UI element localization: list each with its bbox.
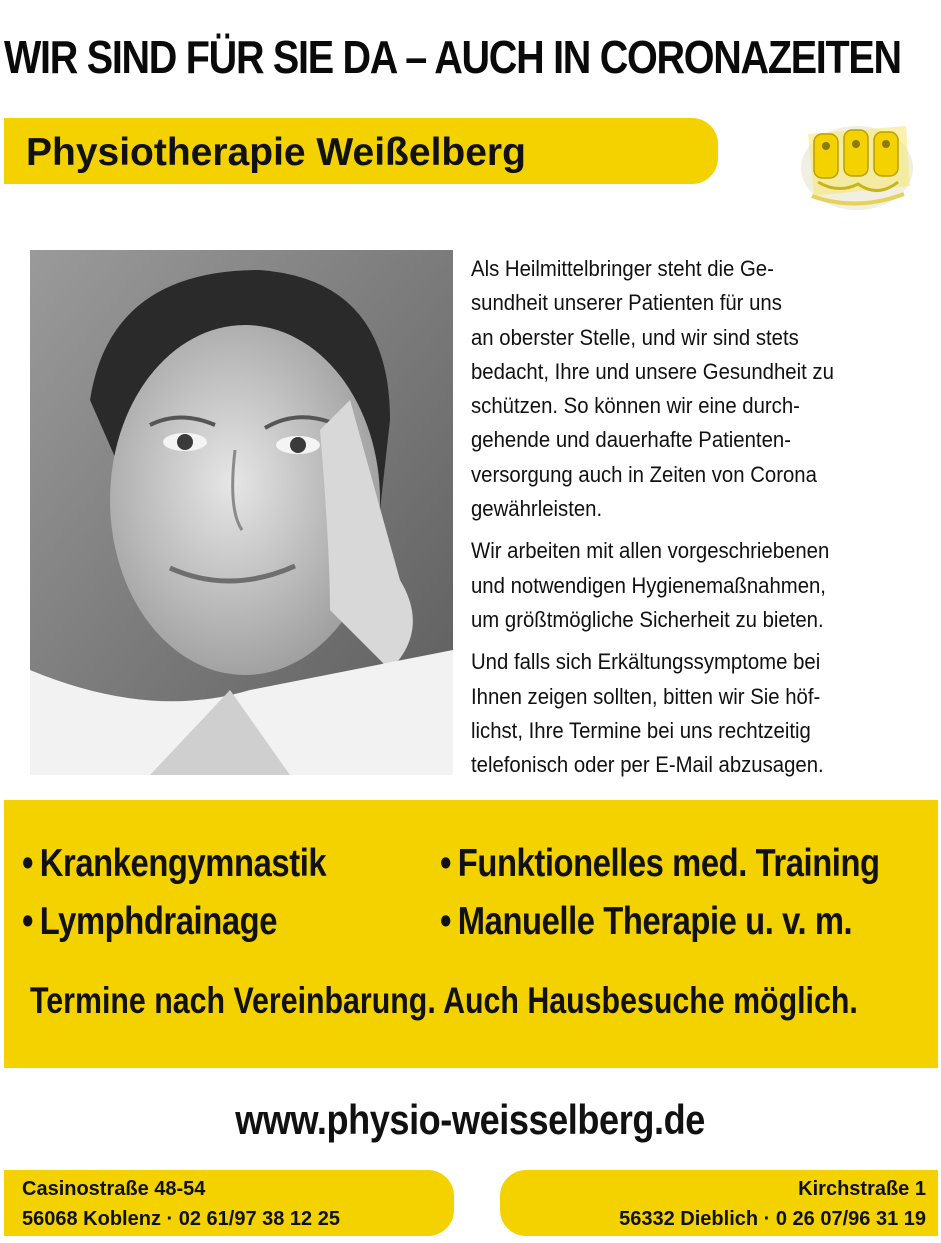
address-city-phone: 56068 Koblenz · 02 61/97 38 12 25 [22,1208,340,1230]
practice-title: Physiotherapie Weißelberg [26,131,526,174]
woman-portrait-photo [30,250,453,775]
service-item: • Manuelle Therapie u. v. m. [440,900,853,943]
address-street: Kirchstraße 1 [798,1178,926,1200]
service-item: • Krankengymnastik [22,842,327,885]
title-banner [4,118,718,184]
hands-logo-icon [798,112,916,214]
address-street: Casinostraße 48-54 [22,1178,206,1200]
paragraph-1: Als Heilmittelbringer steht die Ge- sundheit unserer Patienten für uns an oberster Stelle, und wir sind stets bedacht, Ihre und unsere Gesundheit zu schützen. So können wir eine durch- gehende und dauerhafte Patienten- versorgung auch in Zeiten von Corona gewährleisten. [471,256,834,522]
body-text [471,252,876,790]
headline: WIR SIND FÜR SIE DA – AUCH IN CORONAZEITEN [4,31,901,83]
service-item: • Lymphdrainage [22,900,278,943]
paragraph-2: Wir arbeiten mit allen vorgeschriebenen und notwendigen Hygienemaßnahmen, um größtmögliche Sicherheit zu bieten. [471,538,830,632]
address-koblenz [4,1170,454,1236]
services-box [4,800,938,1068]
address-city-phone: 56332 Dieblich · 0 26 07/96 31 19 [619,1208,926,1230]
paragraph-3: Und falls sich Erkältungssymptome bei Ihnen zeigen sollten, bitten wir Sie höf- lichst, Ihre Termine bei uns rechtzeitig telefonisch oder per E-Mail abzusagen. [471,649,824,778]
website-link[interactable]: www.physio-weisselberg.de [235,1096,706,1143]
address-dieblich [500,1170,938,1236]
service-item: • Funktionelles med. Training [440,842,880,885]
appointment-tagline: Termine nach Vereinbarung. Auch Hausbesuche möglich. [30,980,858,1021]
